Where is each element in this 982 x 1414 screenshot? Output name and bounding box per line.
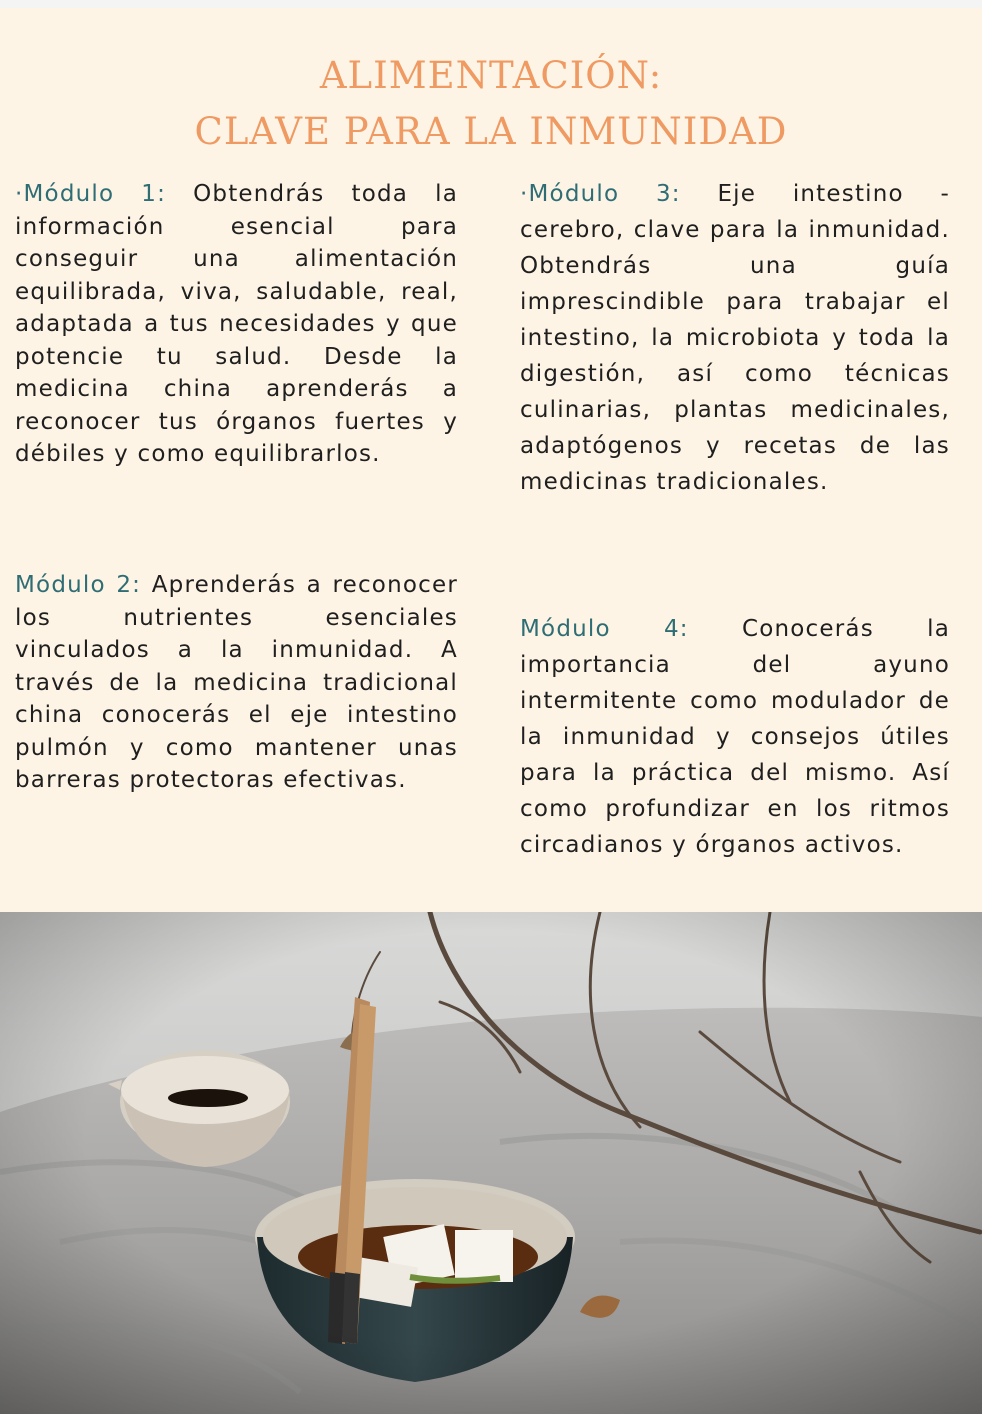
module-3-text: Eje intestino - cerebro, clave para la inmunidad. Obtendrás una guía imprescindible para trabajar el intestino, la microbiota y toda la digestión, así como técnicas culinarias, plantas medicinales, adaptógenos y recetas de las medicinas tradicionales. bbox=[520, 181, 950, 495]
page-title bbox=[0, 48, 982, 160]
title-line-1: ALIMENTACIÓN: bbox=[319, 54, 663, 97]
title-line-2: CLAVE PARA LA INMUNIDAD bbox=[194, 110, 788, 153]
soup-bowl-photo bbox=[0, 912, 982, 1414]
module-3-label: ·Módulo 3: bbox=[520, 181, 681, 207]
module-1-text: Obtendrás toda la información esencial para conseguir una alimentación equilibrada, viva, saludable, real, adaptada a tus necesidades y que potencie tu salud. Desde la medicina china aprenderás a reconocer tus órganos fuertes y débiles y como equilibrarlos. bbox=[15, 181, 458, 467]
module-2-block bbox=[15, 569, 458, 797]
module-1-label: ·Módulo 1: bbox=[15, 181, 167, 207]
module-4-text: Conocerás la importancia del ayuno intermitente como modulador de la inmunidad y consejos útiles para la práctica del mismo. Así como profundizar en los ritmos circadianos y órganos activos. bbox=[520, 616, 950, 858]
top-strip bbox=[0, 0, 982, 8]
module-1-paragraph bbox=[15, 178, 458, 471]
module-4-label: Módulo 4: bbox=[520, 616, 689, 642]
module-3-paragraph bbox=[520, 176, 950, 500]
module-1-block bbox=[15, 178, 458, 471]
photo-vignette bbox=[0, 912, 982, 1414]
module-4-paragraph bbox=[520, 611, 950, 863]
module-3-block bbox=[520, 176, 950, 500]
module-4-block bbox=[520, 611, 950, 863]
module-2-paragraph bbox=[15, 569, 458, 797]
module-2-text: Aprenderás a reconocer los nutrientes esenciales vinculados a la inmunidad. A través de la medicina tradicional china conocerás el eje intestino pulmón y como mantener unas barreras protectoras efectivas. bbox=[15, 572, 458, 793]
module-2-label: Módulo 2: bbox=[15, 572, 142, 598]
